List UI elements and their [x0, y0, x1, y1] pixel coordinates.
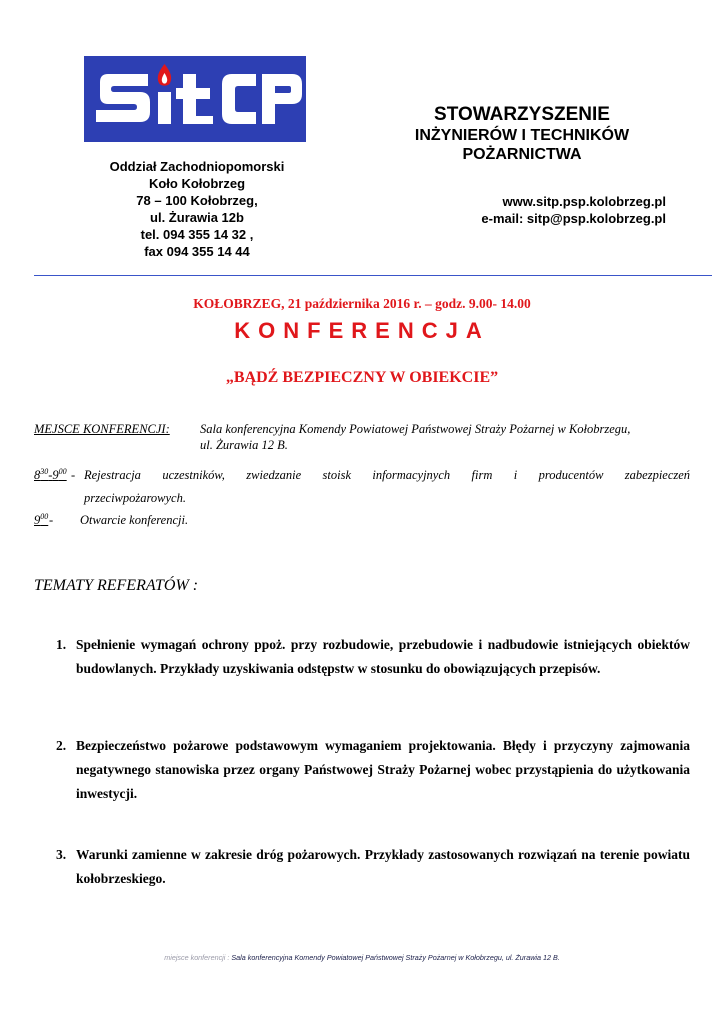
- agenda-word: zwiedzanie: [246, 468, 302, 482]
- branch-fax: fax 094 355 14 44: [144, 244, 250, 259]
- logo-letter-t-foot: [183, 116, 213, 124]
- topic-item: [56, 633, 690, 681]
- org-line-1: STOWARZYSZENIE: [434, 104, 610, 125]
- time-start: 8: [34, 468, 41, 482]
- agenda-word: Rejestracja: [84, 468, 141, 482]
- topic-item: [56, 734, 690, 806]
- topic-text: Warunki zamienne w zakresie dróg pożarowych. Przykłady zastosowanych rozwiązań na terenie powiatu kołobrzeskiego.: [76, 847, 690, 886]
- agenda-word: informacyjnych: [372, 468, 451, 482]
- agenda-text-1-continued: przeciwpożarowych.: [84, 491, 186, 505]
- org-line-2: INŻYNIERÓW I TECHNIKÓW: [414, 127, 630, 144]
- agenda-time-2: [34, 512, 48, 529]
- topic-item: [56, 843, 690, 891]
- org-line-3: POŻARNICTWA: [462, 146, 582, 163]
- topic-number: 1.: [56, 637, 67, 652]
- agenda-word: zabezpieczeń: [624, 468, 691, 482]
- logo-letter-t-bar: [176, 88, 210, 99]
- sitp-logo: [84, 56, 306, 142]
- logo-letter-s: [96, 74, 150, 122]
- agenda-text-2: Otwarcie konferencji.: [80, 513, 189, 527]
- footer-text: Sala konferencyjna Komendy Powiatowej Państwowej Straży Pożarnej w Kołobrzegu, ul. Żurawia 12 B.: [231, 953, 560, 962]
- organization-name: [370, 103, 674, 164]
- topic-number: 2.: [56, 738, 67, 753]
- branch-postal: 78 – 100 Kołobrzeg,: [136, 193, 258, 208]
- topic-number: 3.: [56, 847, 67, 862]
- agenda-word: firm: [471, 468, 493, 482]
- time-start: 9: [34, 513, 41, 527]
- logo-letter-i: [158, 92, 171, 124]
- agenda-word: uczestników,: [162, 468, 225, 482]
- topics-heading: TEMATY REFERATÓW :: [34, 577, 199, 594]
- agenda-word: stoisk: [322, 468, 352, 482]
- page-footer: [0, 953, 724, 963]
- conference-date: KOŁOBRZEG, 21 października 2016 r. – godz. 9.00- 14.00: [193, 296, 531, 311]
- branch-phone: tel. 094 355 14 32 ,: [140, 227, 254, 242]
- email-link[interactable]: e-mail: sitp@psp.kolobrzeg.pl: [481, 211, 666, 226]
- agenda-time-1: [34, 467, 67, 484]
- time-start-minutes: 30: [40, 467, 49, 476]
- place-text: Sala konferencyjna Komendy Powiatowej Państwowej Straży Pożarnej w Kołobrzegu,: [200, 422, 631, 436]
- conference-title: KONFERENCJA: [234, 318, 490, 343]
- footer-label: miejsce konferencji :: [164, 953, 230, 962]
- place-text-continued: ul. Żurawia 12 B.: [200, 438, 288, 452]
- website-link[interactable]: www.sitp.psp.kolobrzeg.pl: [502, 194, 666, 209]
- time-end: 9: [52, 468, 59, 482]
- agenda-dash-1: -: [71, 468, 76, 482]
- time-separator: -: [48, 468, 53, 482]
- branch-street: ul. Żurawia 12b: [150, 210, 244, 225]
- conference-slogan: „BĄDŹ BEZPIECZNY W OBIEKCIE”: [225, 369, 499, 386]
- topic-text: Spełnienie wymagań ochrony ppoż. przy rozbudowie, przebudowie i nadbudowie istniejących obiektów budowlanych. Przykłady uzyskiwania odstępstw w stosunku do obowiązujących przepisów.: [76, 637, 690, 676]
- agenda-dash-2: -: [49, 513, 54, 527]
- agenda-text-1: [84, 467, 690, 484]
- agenda-word: producentów: [538, 468, 604, 482]
- place-label: MEJSCE KONFERENCJI:: [34, 422, 170, 436]
- header-divider: [34, 275, 712, 276]
- branch-address: [62, 158, 332, 260]
- time-start-minutes: 00: [40, 512, 49, 521]
- agenda-word: i: [513, 468, 518, 482]
- branch-name: Oddział Zachodniopomorski: [109, 159, 285, 174]
- time-end-minutes: 00: [58, 467, 67, 476]
- branch-circle: Koło Kołobrzeg: [148, 176, 246, 191]
- topic-text: Bezpieczeństwo pożarowe podstawowym wymaganiem projektowania. Błędy i przyczyny zajmowania negatywnego stanowiska przez organy Państwowej Straży Pożarnej wobec przystąpienia do użytkowania inwestycji.: [76, 738, 690, 801]
- org-contacts: [410, 193, 666, 227]
